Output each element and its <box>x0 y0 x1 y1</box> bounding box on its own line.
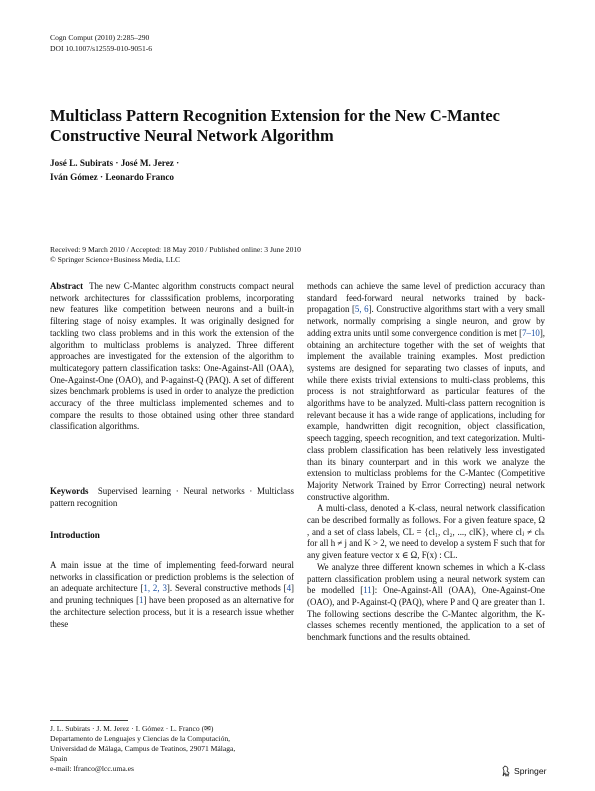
publication-dates <box>50 245 301 265</box>
footnote-rule <box>50 720 128 721</box>
authors-line-2: Iván Gómez · Leonardo Franco <box>50 171 175 182</box>
citation-link[interactable]: 1 <box>139 595 144 606</box>
copyright-line: © Springer Science+Business Media, LLC <box>50 255 181 264</box>
citation-link[interactable]: 4 <box>286 583 292 594</box>
intro-text-c: ] and pruning techniques [ <box>50 583 295 606</box>
footnote-authors-end: ) <box>210 724 214 733</box>
title-line-2: Constructive Neural Network Algorithm <box>50 126 334 145</box>
footnote-dept: Departamento de Lenguajes y Ciencias de la Computación, <box>50 734 231 743</box>
envelope-icon: ✉ <box>204 724 211 733</box>
paper-title <box>50 106 550 146</box>
citation-link[interactable]: 11 <box>363 585 372 596</box>
abstract <box>50 281 294 433</box>
springer-horse-icon <box>501 765 511 777</box>
intro-text-b: ]. Several constructive methods [ <box>166 583 287 594</box>
running-header <box>50 33 152 54</box>
keywords <box>50 486 294 509</box>
right-p1-text-a: methods can achieve the same level of prediction accuracy than standard feed-forward neural networks trained by back-propagation [ <box>307 281 545 315</box>
right-p3-text-b: ]: One-Against-All (OAA), One-Against-One (OAO), and P-Against-Q (PAQ), where P and Q are greater than 1. The following sections describe the C-Mantec algorithm, the K-classes schemes recently mentioned, the application to a set of benchmark functions and the results obtained. <box>307 585 545 643</box>
authors <box>50 157 179 184</box>
right-paragraph-2: A multi-class, denoted a K-class, neural network classification can be described formally as follows. For a given feature space, Ω , and a set of class labels, CL = {cl₁, cl₂, ..., clK}, where clⱼ ≠ clₕ for all h ≠ j and K > 2, we need to develop a system F such that for any given feature vector x ∈ Ω, F(x) : CL. <box>307 503 545 561</box>
author-affiliation-footnote <box>50 724 294 774</box>
footnote-authors <box>50 724 294 734</box>
keywords-heading: Keywords <box>50 486 89 496</box>
right-p3-text-a: We analyze three different known schemes in which a K-class pattern classification problem using a neural network system can be modelled [ <box>307 561 545 596</box>
keywords-body: Supervised learning · Neural networks · Multiclass pattern recognition <box>50 486 294 508</box>
footnote-country: Spain <box>50 754 68 763</box>
intro-text-a: A main issue at the time of implementing feed-forward neural networks in classification or prediction problems is the selection of an adequate architecture [ <box>50 560 294 594</box>
intro-text-d: ] have been proposed as an alternative for the architecture selection process, but it is a research issue whether these <box>50 595 294 629</box>
right-paragraph-3 <box>307 562 545 644</box>
footnote-authors-text: J. L. Subirats · J. M. Jerez · I. Gómez · L. Franco ( <box>50 724 205 733</box>
doi[interactable]: DOI 10.1007/s12559-010-9051-6 <box>50 43 153 53</box>
abstract-body: The new C-Mantec algorithm constructs compact neural network architectures for classsification problems, incorporating new features like competition between neurons and a built-in filtering stage of noisy examples. It was originally designed for tackling two class problems and in this work the extension of the algorithm to multiclass problems is analyzed. Three different approaches are investigated for the extension of the algorithm to multicategory pattern classification tasks: One-Against-All (OAA), One-Against-One (OAO), and P-against-Q (PAQ). A set of different sizes benchmark problems is used in order to analyze the prediction accuracy of the three multiclass implemented schemes and to compare the results to those obtained using other three standard classification algorithms. <box>50 281 294 432</box>
abstract-heading: Abstract <box>50 281 84 291</box>
title-line-1: Multiclass Pattern Recognition Extension for the New C-Mantec <box>50 106 500 125</box>
footnote-email[interactable]: e-mail: lfranco@lcc.uma.es <box>50 764 134 773</box>
right-column <box>307 281 545 644</box>
right-p1-text-c: ], obtaining an architecture together with the set of weights that implement the available training examples. Most prediction systems are designed for separating two classes of inputs, and while there exists trivial extensions to multi-class problems, this process is not straightforward as particular features of the algorithms have to be analyzed. Multi-class pattern recognition is relevant because it has a wide range of applications, including for example, handwritten digit recognition, object classification, speech tagging, speech recognition, and text categorization. Multi-class problem classification has been relatively less investigated than its binary counterpart and in this work we analyze the extension to multiclass problems for the C-Mantec (Competitive Majority Network Trained by Error Correcting) neural network constructive algorithm. <box>307 327 545 502</box>
dates-line: Received: 9 March 2010 / Accepted: 18 May 2010 / Published online: 3 June 2010 <box>50 245 301 254</box>
introduction-paragraph <box>50 560 294 630</box>
publisher-name: Springer <box>514 766 547 776</box>
introduction-heading: Introduction <box>50 530 100 540</box>
citation-link[interactable]: 1, 2, 3 <box>143 583 167 594</box>
right-paragraph-1 <box>307 281 545 503</box>
citation-link[interactable]: 5, 6 <box>354 304 369 315</box>
footnote-univ: Universidad de Málaga, Campus de Teatinos, 29071 Málaga, <box>50 744 236 753</box>
citation-link[interactable]: 7–10 <box>522 327 540 338</box>
authors-line-1: José L. Subirats · José M. Jerez · <box>50 158 180 168</box>
journal-citation: Cogn Comput (2010) 2:285–290 <box>50 33 150 42</box>
right-p1-text-b: ]. Constructive algorithms start with a very small network, normally comprising a single neuron, and grow by adding extra units until some convergence condition is met [ <box>307 304 545 338</box>
publisher-logo <box>501 765 546 777</box>
